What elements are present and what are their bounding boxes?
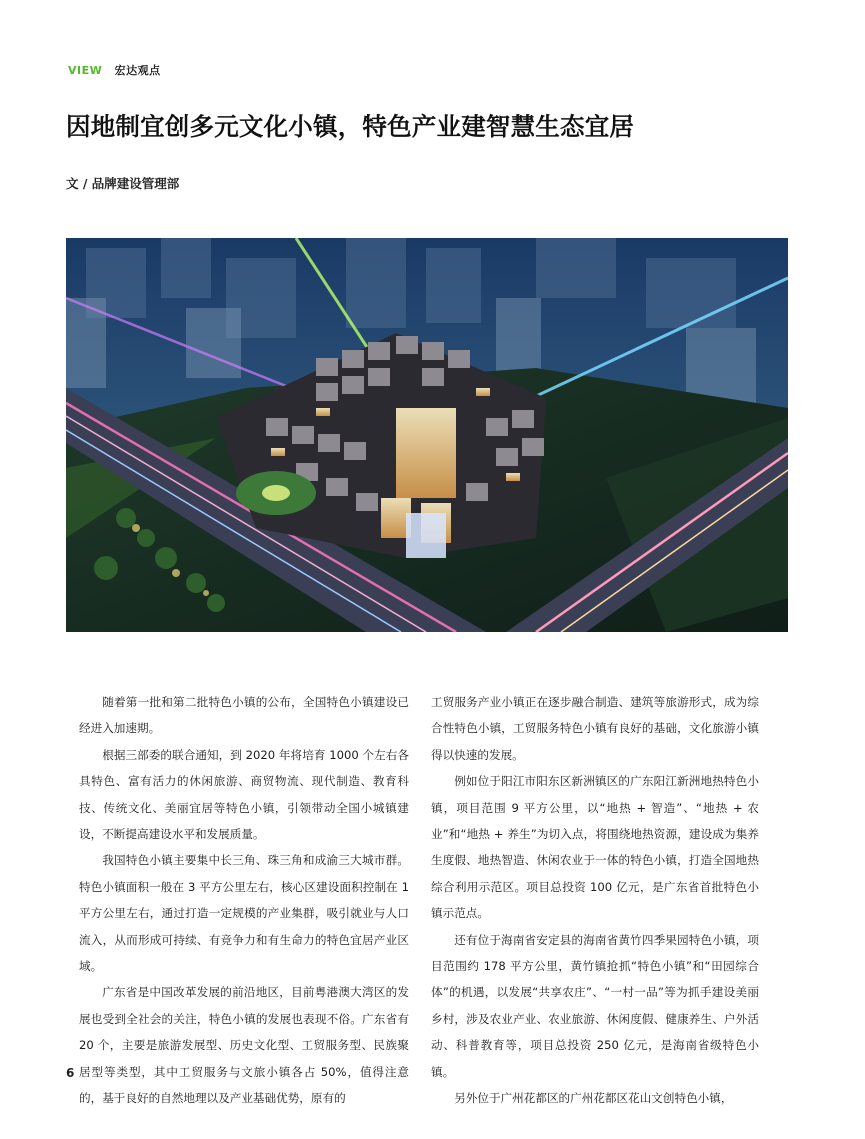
body-paragraph: 另外位于广州花都区的广州花都区花山文创特色小镇， bbox=[454, 1091, 733, 1106]
body-paragraph-continuation: 工贸服务产业小镇正在逐步融合制造、建筑等旅游形式，成为综合性特色小镇，工贸服务特色小镇有良好的基础，文化旅游小镇得以快速的发展。 bbox=[431, 695, 759, 762]
body-paragraph: 我国特色小镇主要集中长三角、珠三角和成渝三大城市群。特色小镇面积一般在 3 平方公里左右，核心区建设面积控制在 1 平方公里左右，通过打造一定规模的产业集群，吸引就业与人口流入，从而形成可持续、有竞争力和有生命力的特色宜居产业区域。 bbox=[79, 853, 409, 974]
section-label: 宏达观点 bbox=[114, 64, 161, 77]
body-paragraph: 随着第一批和第二批特色小镇的公布，全国特色小镇建设已经进入加速期。 bbox=[79, 695, 409, 736]
body-paragraph: 例如位于阳江市阳东区新洲镇区的广东阳江新洲地热特色小镇，项目范围 9 平方公里，以“地热 + 智造”、“地热 + 农业”和“地热 + 养生”为切入点，将围绕地热资源，建设成为集养生度假、地热智造、休闲农业于一体的特色小镇，打造全国地热综合利用示范区。项目总投资 100 亿元，是广东省首批特色小镇示范点。 bbox=[431, 774, 759, 921]
article-byline: 文 / 品牌建设管理部 bbox=[66, 176, 180, 191]
hero-image bbox=[66, 238, 788, 632]
body-column-right bbox=[431, 689, 759, 1112]
body-paragraph: 广东省是中国改革发展的前沿地区，目前粤港澳大湾区的发展也受到全社会的关注，特色小镇的发展也表现不俗。广东省有 20 个，主要是旅游发展型、历史文化型、工贸服务型、民族聚居型等类型，其中工贸服务与文旅小镇各占 50%，值得注意的，基于良好的自然地理以及产业基础优势，原有的 bbox=[79, 985, 409, 1106]
town-night-rendering bbox=[66, 238, 788, 632]
body-paragraph: 根据三部委的联合通知，到 2020 年将培育 1000 个左右各具特色、富有活力的休闲旅游、商贸物流、现代制造、教育科技、传统文化、美丽宜居等特色小镇，引领带动全国小城镇建设，不断提高建设水平和发展质量。 bbox=[79, 747, 409, 842]
body-column-left bbox=[79, 689, 409, 1112]
page-number: 6 bbox=[66, 1066, 75, 1080]
section-tag bbox=[68, 62, 161, 78]
view-label: VIEW bbox=[68, 64, 103, 77]
body-paragraph: 还有位于海南省安定县的海南省黄竹四季果园特色小镇，项目范围约 178 平方公里，黄竹镇抢抓“特色小镇”和“田园综合体”的机遇，以发展“共享农庄”、“一村一品”等为抓手建设美丽乡村，涉及农业产业、农业旅游、休闲度假、健康养生、户外活动、科普教育等，项目总投资 250 亿元，是海南省级特色小镇。 bbox=[431, 932, 759, 1079]
article-title: 因地制宜创多元文化小镇，特色产业建智慧生态宜居 bbox=[66, 112, 635, 141]
